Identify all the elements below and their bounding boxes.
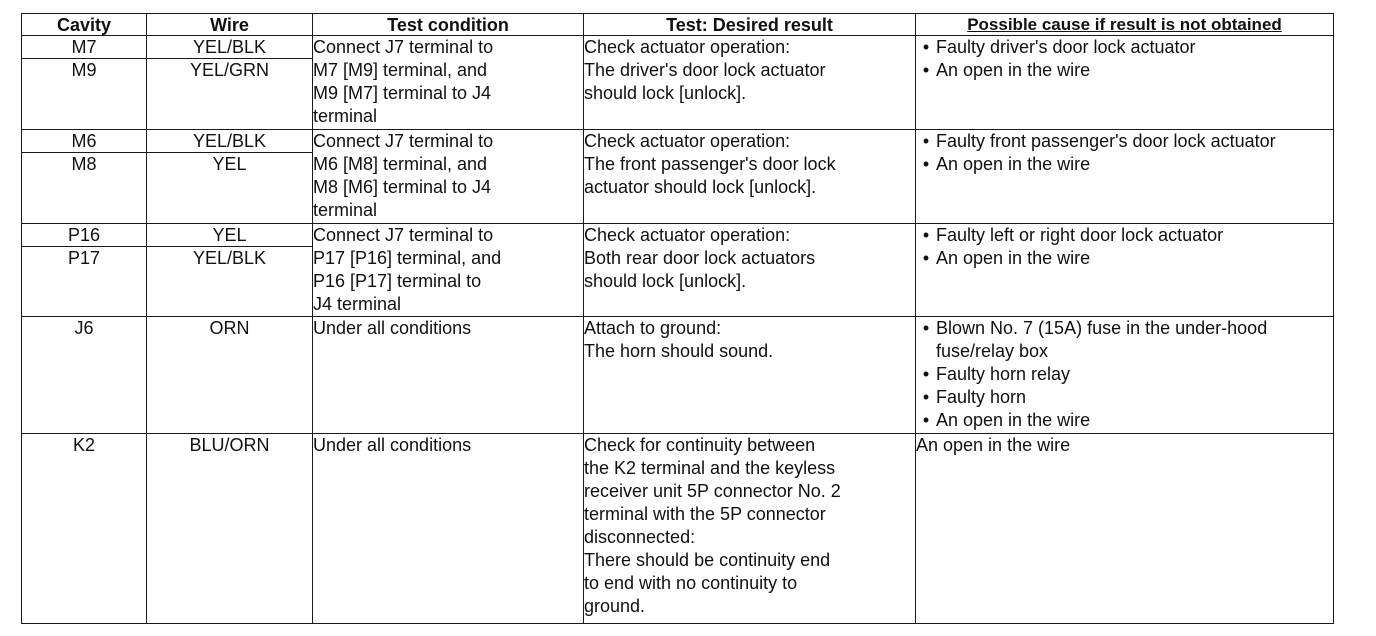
result-line: should lock [unlock].: [584, 271, 747, 291]
table-row: [22, 434, 1334, 624]
wire-cell: [147, 36, 313, 130]
cause-item: • Faulty horn: [916, 386, 1333, 409]
cause-item: • An open in the wire: [916, 153, 1333, 176]
cause-item: • Faulty horn relay: [916, 363, 1333, 386]
wire-cell: [147, 224, 313, 317]
result-line: The driver's door lock actuator: [584, 60, 826, 80]
condition-line: terminal: [313, 106, 378, 126]
cause-item: • An open in the wire: [916, 59, 1333, 82]
wire-value: ORN: [209, 318, 250, 338]
cause-item: • An open in the wire: [916, 409, 1333, 432]
wire-value: YEL/BLK: [147, 130, 312, 153]
cause-cell: [916, 130, 1334, 224]
cavity-value: M9: [71, 60, 97, 80]
wire-value: YEL/BLK: [147, 36, 312, 59]
cavity-value: M6: [22, 130, 146, 153]
result-line: Check for continuity between: [584, 435, 816, 455]
condition-line: M6 [M8] terminal, and: [313, 154, 488, 174]
cavity-value: P17: [67, 248, 101, 268]
condition-line: M7 [M9] terminal, and: [313, 60, 488, 80]
cause-cell: [916, 224, 1334, 317]
cavity-value: K2: [72, 435, 96, 455]
wire-cell: [147, 130, 313, 224]
result-cell: [584, 36, 916, 130]
result-line: The horn should sound.: [584, 341, 774, 361]
table-row: [22, 224, 1334, 317]
table-row: [22, 317, 1334, 434]
result-line: There should be continuity end: [584, 550, 831, 570]
wire-value: BLU/ORN: [189, 435, 270, 455]
wire-cell: [147, 434, 313, 624]
condition-line: M9 [M7] terminal to J4: [313, 83, 492, 103]
cause-cell: [916, 434, 1334, 624]
result-line: actuator should lock [unlock].: [584, 177, 817, 197]
cavity-value: M8: [71, 154, 97, 174]
cavity-cell: [22, 317, 147, 434]
condition-line: Under all conditions: [313, 435, 472, 455]
result-line: Both rear door lock actuators: [584, 248, 816, 268]
result-line: Check actuator operation:: [584, 131, 791, 151]
result-line: disconnected:: [584, 527, 696, 547]
condition-line: P17 [P16] terminal, and: [313, 248, 502, 268]
result-line: receiver unit 5P connector No. 2: [584, 481, 841, 501]
header-possible-cause: Possible cause if result is not obtained: [916, 14, 1334, 36]
cause-item: • Faulty driver's door lock actuator: [916, 36, 1333, 59]
cavity-cell: [22, 434, 147, 624]
condition-line: P16 [P17] terminal to: [313, 271, 482, 291]
result-line: should lock [unlock].: [584, 83, 747, 103]
result-line: terminal with the 5P connector: [584, 504, 826, 524]
cavity-cell: [22, 224, 147, 317]
wire-value: YEL: [212, 154, 247, 174]
cavity-value: P16: [22, 224, 146, 247]
result-line: Check actuator operation:: [584, 37, 791, 57]
condition-line: Connect J7 terminal to: [313, 37, 494, 57]
result-cell: [584, 224, 916, 317]
table-row: [22, 130, 1334, 224]
troubleshooting-table: [21, 13, 1334, 624]
cause-item: • Faulty front passenger's door lock actuator: [916, 130, 1333, 153]
header-wire: Wire: [147, 14, 313, 36]
wire-value: YEL/GRN: [189, 60, 270, 80]
condition-line: Connect J7 terminal to: [313, 131, 494, 151]
result-line: Attach to ground:: [584, 318, 722, 338]
result-line: The front passenger's door lock: [584, 154, 836, 174]
condition-cell: [313, 130, 584, 224]
condition-line: M8 [M6] terminal to J4: [313, 177, 492, 197]
result-cell: [584, 434, 916, 624]
cause-item: • An open in the wire: [916, 247, 1333, 270]
result-cell: [584, 317, 916, 434]
condition-cell: [313, 224, 584, 317]
condition-cell: [313, 317, 584, 434]
condition-cell: [313, 36, 584, 130]
wire-value: YEL: [147, 224, 312, 247]
cause-item: • Faulty left or right door lock actuator: [916, 224, 1333, 247]
header-row: [22, 14, 1334, 36]
cavity-value: M7: [22, 36, 146, 59]
table-row: [22, 36, 1334, 130]
cavity-value: J6: [74, 318, 94, 338]
header-desired-result: Test: Desired result: [584, 14, 916, 36]
wire-value: YEL/BLK: [192, 248, 267, 268]
cause-cell: [916, 36, 1334, 130]
result-line: to end with no continuity to: [584, 573, 798, 593]
condition-line: terminal: [313, 200, 378, 220]
condition-line: Connect J7 terminal to: [313, 225, 494, 245]
cavity-cell: [22, 130, 147, 224]
condition-line: J4 terminal: [313, 294, 402, 314]
cause-text: An open in the wire: [916, 435, 1071, 455]
header-cavity: Cavity: [22, 14, 147, 36]
result-line: ground.: [584, 596, 646, 616]
header-test-condition: Test condition: [313, 14, 584, 36]
condition-cell: [313, 434, 584, 624]
cavity-cell: [22, 36, 147, 130]
result-line: the K2 terminal and the keyless: [584, 458, 836, 478]
result-line: Check actuator operation:: [584, 225, 791, 245]
cause-cell: [916, 317, 1334, 434]
cause-item: • Blown No. 7 (15A) fuse in the under-hood fuse/relay box: [916, 317, 1333, 363]
wire-cell: [147, 317, 313, 434]
result-cell: [584, 130, 916, 224]
condition-line: Under all conditions: [313, 318, 472, 338]
